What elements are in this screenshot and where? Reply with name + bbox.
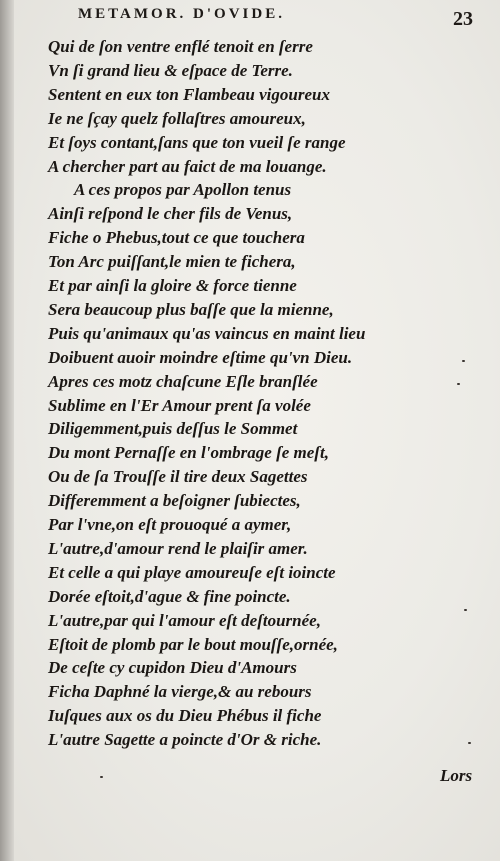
verse-line: Iuſques aux os du Dieu Phébus il fiche	[48, 706, 322, 726]
verse-line: Qui de ſon ventre enflé tenoit en ſerre	[48, 37, 313, 56]
verse-line: Ficha Daphné la vierge,& au rebours	[48, 682, 312, 702]
ink-speck	[462, 360, 465, 362]
verse-line: Vn ſi grand lieu & eſpace de Terre.	[48, 60, 293, 80]
verse-line: Et celle a qui playe amoureuſe eſt ioincte	[48, 562, 336, 582]
verse-line: Eſtoit de plomb par le bout mouſſe,ornée,	[48, 634, 338, 654]
verse-line: A ces propos par Apollon tenus	[74, 180, 292, 200]
verse-line: L'autre Sagette a poincte d'Or & riche.	[48, 730, 322, 750]
verse-line: Sentent en eux ton Flambeau vigoureux	[48, 84, 330, 104]
verse-line: Diligemment,puis deſſus le Sommet	[48, 419, 298, 439]
verse-line: Et par ainſi la gloire & force tienne	[48, 276, 297, 295]
verse-line: Differemment a beſoigner ſubiectes,	[48, 491, 301, 511]
verse-line: A chercher part au faict de ma louange.	[48, 156, 327, 176]
verse-line: Sera beaucoup plus baſſe que la mienne,	[48, 299, 334, 319]
catchword: Lors	[440, 766, 473, 785]
verse-line: Puis qu'animaux qu'as vaincus en maint lieu	[48, 323, 366, 343]
verse-line: Ou de ſa Trouſſe il tire deux Sagettes	[48, 467, 308, 487]
running-head: METAMOR. D'OVIDE.	[78, 6, 285, 22]
verse-line: Fiche o Phebus,tout ce que touchera	[48, 228, 305, 248]
verse-line: L'autre,par qui l'amour eſt deſtournée,	[48, 610, 321, 630]
verse-line: Ie ne ſçay quelz follaſtres amoureux,	[48, 108, 306, 128]
ink-speck	[468, 742, 471, 744]
page-number: 23	[453, 8, 473, 30]
verse-line: L'autre,d'amour rend le plaiſir amer.	[48, 538, 308, 558]
verse-line: Sublime en l'Er Amour prent ſa volée	[48, 395, 311, 415]
verse-line: Par l'vne,on eſt prouoqué a aymer,	[48, 515, 292, 534]
ink-speck	[464, 609, 467, 611]
ink-speck	[100, 776, 103, 778]
ink-speck	[457, 383, 460, 385]
verse-line: Dorée eſtoit,d'ague & fine poincte.	[48, 586, 291, 606]
verse-line: Doibuent auoir moindre eſtime qu'vn Dieu.	[48, 347, 353, 367]
verse-line: Du mont Pernaſſe en l'ombrage ſe meſt,	[48, 443, 329, 463]
verse-line: Apres ces motz chaſcune Eſle branſlée	[48, 371, 318, 391]
verse-line: Ton Arc puiſſant,le mien te fichera,	[48, 252, 296, 272]
verse-line: De ceſte cy cupidon Dieu d'Amours	[48, 658, 297, 678]
verse-line: Et ſoys contant,ſans que ton vueil ſe range	[48, 132, 346, 152]
verse-line: Ainſi reſpond le cher fils de Venus,	[48, 204, 293, 224]
